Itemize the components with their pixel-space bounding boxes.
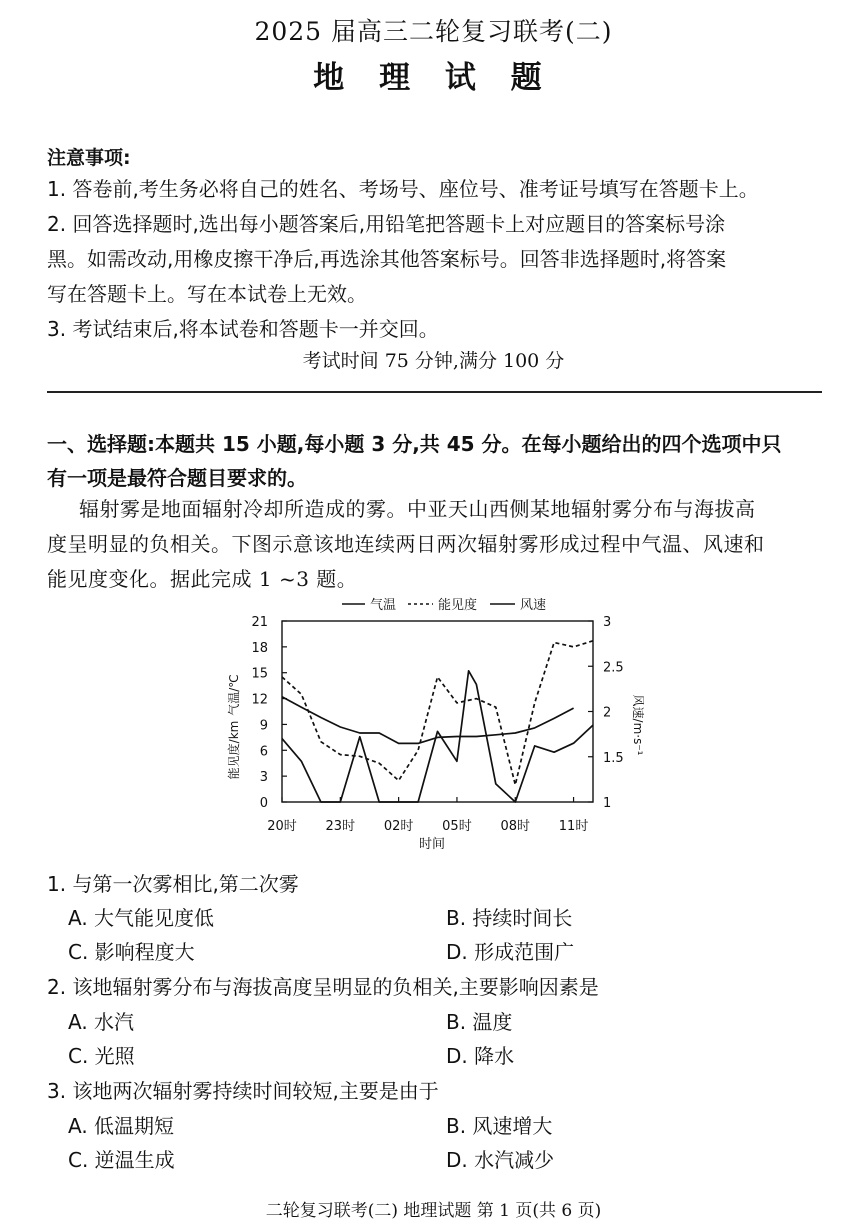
legend-temp: 气温 bbox=[370, 598, 397, 613]
left-tick-label: 12 bbox=[251, 692, 268, 708]
notes-line-3: 黑。如需改动,用橡皮擦干净后,再选涂其他答案标号。回答非选择题时,将答案 bbox=[47, 247, 727, 271]
right-tick-label: 1 bbox=[603, 796, 612, 811]
x-tick-label: 05时 bbox=[442, 819, 472, 834]
left-tick-label: 3 bbox=[259, 770, 268, 786]
right-tick-label: 2 bbox=[603, 705, 612, 721]
q3-option-d[interactable]: D. 水汽减少 bbox=[446, 1148, 555, 1172]
divider-line bbox=[47, 391, 822, 393]
stem-line-2: 度呈明显的负相关。下图示意该地连续两日两次辐射雾形成过程中气温、风速和 bbox=[47, 532, 765, 556]
q2-option-c[interactable]: C. 光照 bbox=[68, 1044, 135, 1068]
q1-option-b[interactable]: B. 持续时间长 bbox=[446, 906, 573, 930]
left-tick-label: 9 bbox=[259, 718, 268, 734]
left-axis-label-visibility: 能见度/km bbox=[227, 720, 241, 780]
notes-line-4: 写在答题卡上。写在本试卷上无效。 bbox=[47, 282, 367, 306]
stem-line-1: 辐射雾是地面辐射冷却所造成的雾。中亚天山西侧某地辐射雾分布与海拔高 bbox=[79, 497, 756, 521]
page-footer: 二轮复习联考(二) 地理试题 第 1 页(共 6 页) bbox=[265, 1201, 602, 1221]
left-tick-label: 0 bbox=[259, 796, 268, 811]
q1-option-a[interactable]: A. 大气能见度低 bbox=[68, 906, 215, 930]
series-line-wind-speed bbox=[282, 671, 593, 802]
q2-option-b[interactable]: B. 温度 bbox=[446, 1010, 513, 1034]
x-tick-label: 02时 bbox=[383, 819, 414, 834]
notes-line-5: 3. 考试结束后,将本试卷和答题卡一并交回。 bbox=[47, 317, 439, 341]
question-2-stem: 2. 该地辐射雾分布与海拔高度呈明显的负相关,主要影响因素是 bbox=[47, 975, 599, 999]
q3-option-b[interactable]: B. 风速增大 bbox=[446, 1114, 553, 1138]
left-tick-label: 18 bbox=[251, 640, 268, 656]
legend-wind: 风速 bbox=[520, 598, 547, 613]
x-axis-title: 时间 bbox=[418, 837, 446, 852]
x-tick-label: 08时 bbox=[500, 819, 531, 834]
series-layer bbox=[282, 641, 593, 802]
q3-option-c[interactable]: C. 逆温生成 bbox=[68, 1148, 175, 1172]
right-tick-label: 3 bbox=[603, 615, 612, 630]
q1-option-c[interactable]: C. 影响程度大 bbox=[68, 940, 195, 964]
chart-legend bbox=[342, 597, 546, 613]
x-tick-label: 11时 bbox=[558, 819, 589, 834]
right-axis-label-wind: 风速/m·s⁻¹ bbox=[631, 694, 645, 756]
right-tick-label: 1.5 bbox=[603, 750, 624, 766]
section-heading-line-1: 一、选择题:本题共 15 小题,每小题 3 分,共 45 分。在每小题给出的四个选项中只 bbox=[47, 432, 782, 456]
left-tick-label: 21 bbox=[251, 615, 268, 630]
section-heading-line-2: 有一项是最符合题目要求的。 bbox=[47, 466, 307, 490]
q1-option-d[interactable]: D. 形成范围广 bbox=[446, 940, 575, 964]
x-tick-label: 20时 bbox=[267, 819, 297, 834]
fog-chart bbox=[200, 592, 645, 862]
exam-time: 考试时间 75 分钟,满分 100 分 bbox=[302, 350, 565, 372]
legend-visibility: 能见度 bbox=[438, 598, 478, 613]
series-line-visibility bbox=[282, 641, 593, 785]
right-tick-label: 2.5 bbox=[603, 660, 624, 676]
q2-option-d[interactable]: D. 降水 bbox=[446, 1044, 515, 1068]
notes-heading: 注意事项: bbox=[47, 147, 131, 169]
stem-line-3: 能见度变化。据此完成 1 ~3 题。 bbox=[47, 567, 358, 591]
subject-title: 地 理 试 题 bbox=[313, 60, 554, 96]
left-axis-label-temp: 气温/℃ bbox=[227, 674, 241, 716]
q3-option-a[interactable]: A. 低温期短 bbox=[68, 1114, 175, 1138]
exam-title: 2025 届高三二轮复习联考(二) bbox=[254, 17, 613, 46]
left-tick-label: 6 bbox=[259, 744, 268, 760]
notes-line-1: 1. 答卷前,考生务必将自己的姓名、考场号、座位号、准考证号填写在答题卡上。 bbox=[47, 177, 759, 201]
question-1-stem: 1. 与第一次雾相比,第二次雾 bbox=[47, 872, 299, 896]
notes-line-2: 2. 回答选择题时,选出每小题答案后,用铅笔把答题卡上对应题目的答案标号涂 bbox=[47, 212, 726, 236]
x-tick-label: 23时 bbox=[325, 819, 356, 834]
left-tick-label: 15 bbox=[251, 666, 268, 682]
question-3-stem: 3. 该地两次辐射雾持续时间较短,主要是由于 bbox=[47, 1079, 439, 1103]
q2-option-a[interactable]: A. 水汽 bbox=[68, 1010, 135, 1034]
plot-frame bbox=[282, 621, 593, 802]
